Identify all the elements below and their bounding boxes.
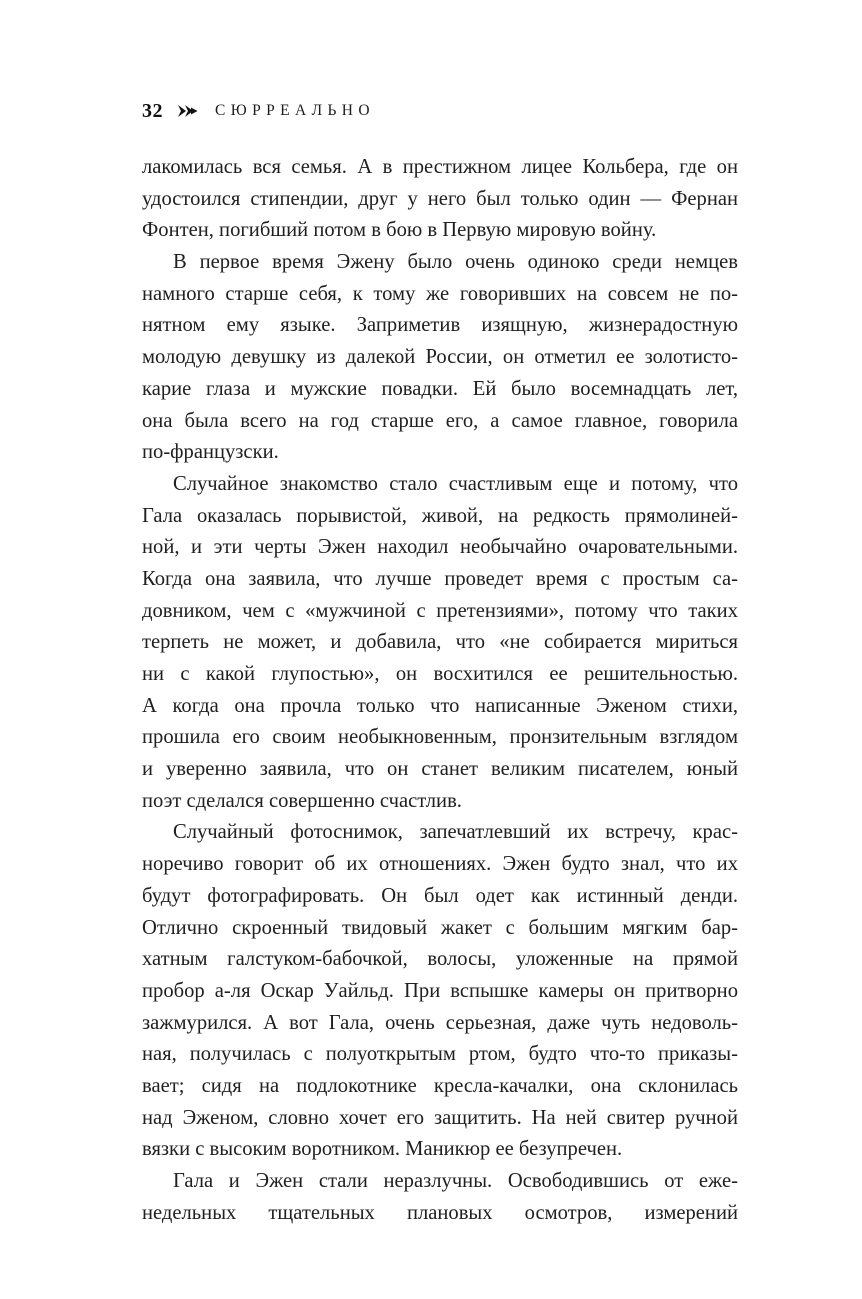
- text-line: карие глаза и мужские повадки. Ей было восемнадцать лет,: [142, 377, 738, 400]
- text-line: намного старше себя, к тому же говоривших на совсем не по-: [142, 282, 738, 305]
- text-line: ной, и эти черты Эжен находил необычайно очаровательными.: [142, 536, 738, 559]
- text-line: В первое время Эжену было очень одиноко среди немцев: [173, 251, 738, 274]
- text-line: будут фотографировать. Он был одет как истинный денди.: [142, 884, 738, 907]
- text-line: молодую девушку из далекой России, он отметил ее золотисто-: [142, 346, 738, 369]
- section-title: СЮРРЕАЛЬНО: [215, 102, 375, 119]
- text-line: ни с какой глупостью», он восхитился ее решительностью.: [142, 663, 738, 685]
- text-line: довником, чем с «мужчиной с претензиями», потому что таких: [142, 599, 738, 622]
- text-line: норечиво говорит об их отношениях. Эжен будто знал, что их: [142, 853, 738, 876]
- paragraph: [142, 469, 738, 818]
- text-line: и уверенно заявила, что он станет великим писателем, юный: [142, 758, 738, 781]
- text-line: Отлично скроенный твидовый жакет с большим мягким бар-: [142, 916, 738, 939]
- text-line: Гала и Эжен стали неразлучны. Освободившись от еже-: [173, 1170, 738, 1192]
- running-header: [142, 97, 375, 125]
- text-line: она была всего на год старше его, а самое главное, говорила: [142, 409, 738, 432]
- text-line: Случайное знакомство стало счастливым еще и потому, что: [173, 472, 738, 495]
- text-line: Гала оказалась порывистой, живой, на редкость прямолиней-: [142, 504, 738, 527]
- arrow-fleuron-icon: [177, 104, 199, 118]
- paragraph: [142, 247, 738, 469]
- text-line: пробор а-ля Оскар Уайльд. При вспышке камеры он притворно: [142, 979, 738, 1002]
- text-line: Когда она заявила, что лучше проведет время с простым са-: [142, 567, 738, 590]
- paragraph: [142, 152, 738, 247]
- text-line: лакомилась вся семья. А в престижном лицее Кольбера, где он: [142, 156, 738, 178]
- text-line: вает; сидя на подлокотнике кресла-качалки, она склонилась: [142, 1074, 738, 1097]
- text-line: ная, получилась с полуоткрытым ртом, будто что-то приказы-: [142, 1043, 738, 1066]
- text-line: удостоился стипендии, друг у него был только один — Фернан: [142, 187, 738, 210]
- text-line: хатным галстуком-бабочкой, волосы, уложенные на прямой: [142, 948, 738, 971]
- text-line: по-французски.: [142, 441, 279, 464]
- text-line: недельных тщательных плановых осмотров, измерений: [142, 1201, 738, 1224]
- text-line: над Эженом, словно хочет его защитить. На ней свитер ручной: [142, 1106, 738, 1129]
- text-line: нятном ему языке. Заприметив изящную, жизнерадостную: [142, 314, 738, 337]
- text-line: Фонтен, погибший потом в бою в Первую мировую войну.: [142, 219, 657, 242]
- text-line: А когда она прочла только что написанные Эженом стихи,: [142, 694, 738, 717]
- text-line: терпеть не может, и добавила, что «не собирается мириться: [142, 631, 738, 654]
- page-number: 32: [142, 99, 163, 122]
- body-text: [142, 152, 738, 1229]
- text-line: прошила его своим необыкновенным, пронзительным взглядом: [142, 726, 738, 749]
- text-line: поэт сделался совершенно счастлив.: [142, 789, 462, 812]
- text-line: вязки с высоким воротником. Маникюр ее безупречен.: [142, 1138, 623, 1161]
- paragraph: [142, 817, 738, 1166]
- text-line: Случайный фотоснимок, запечатлевший их встречу, крас-: [173, 821, 738, 844]
- text-line: зажмурился. А вот Гала, очень серьезная, даже чуть недоволь-: [142, 1011, 738, 1034]
- paragraph: [142, 1166, 738, 1229]
